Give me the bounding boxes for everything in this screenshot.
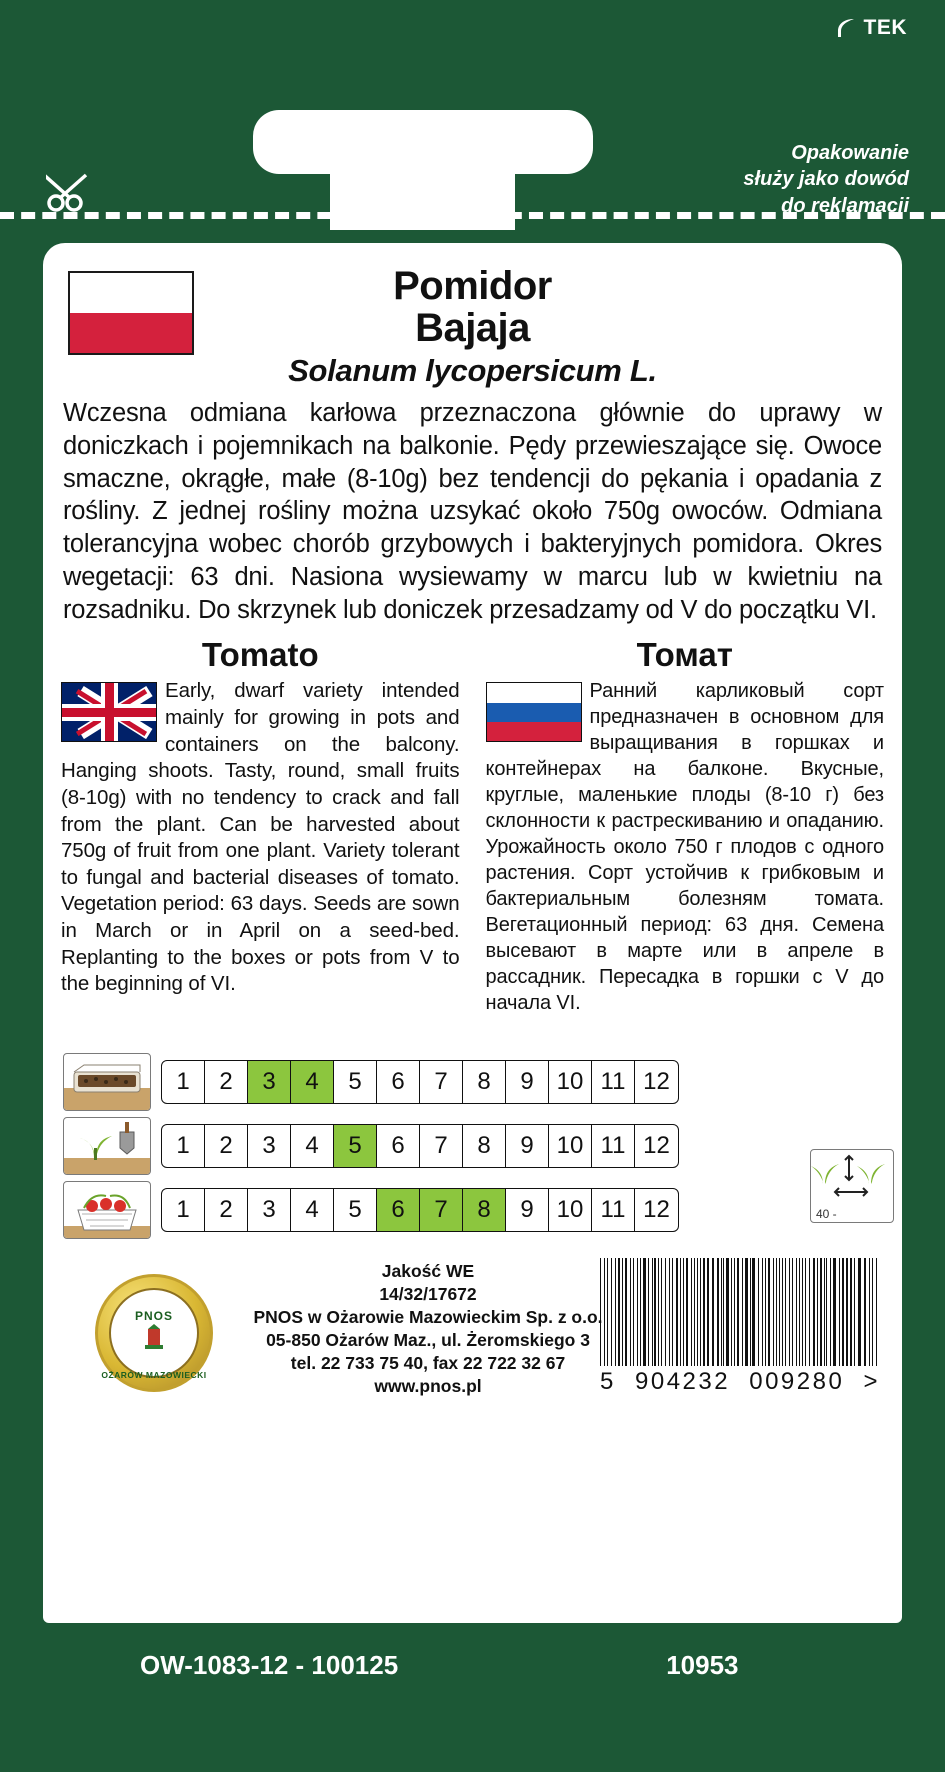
description-ru: Ранний карликовый сорт предназначен в основном для выращивания в горшках и контейнерах на балконе. Вкусные, круглые, маленькие плоды (8-10 г) без склонности к растрескиванию и опаданию. Урожайность около 750 г плодов с одного растения. Сорт устойчив к грибковым и бактериальным болезням томата. Вегетационный период: 63 дня. Семена высевают в марте или в апреле в рассадник. Пересадка в горшки с V до начала VI. bbox=[485, 680, 884, 1015]
month-cell: 12 bbox=[643, 1132, 670, 1159]
month-cell: 12 bbox=[643, 1068, 670, 1095]
seed-tray-icon bbox=[63, 1053, 151, 1111]
scissors-icon bbox=[46, 172, 104, 217]
month-cell: 10 bbox=[549, 1125, 592, 1167]
months-planting bbox=[161, 1124, 679, 1168]
description-en: Early, dwarf variety intended mainly for growing in pots and containers on the balcony. Hanging shoots. Tasty, round, small fruits (8-10g) with no tendency to crack and fall from the plant. Can be harvested about 750g of fruit from one plant. Variety tolerant to fungal and bacterial diseases of tomato. Vegetation period: 63 days. Seeds are sown in March or in April on a seed-bed. Replanting to the boxes or pots from V to the beginning of VI. bbox=[61, 679, 460, 996]
lot-number: 14/32/17672 bbox=[379, 1284, 477, 1305]
month-cell: 11 bbox=[592, 1125, 635, 1167]
hang-hole-tab bbox=[253, 110, 593, 174]
poland-flag-icon bbox=[68, 271, 194, 355]
barcode-digit-0: 5 bbox=[600, 1368, 616, 1395]
perforation-line bbox=[0, 212, 945, 219]
barcode bbox=[600, 1258, 880, 1396]
footer bbox=[43, 1248, 902, 1438]
bottom-codes bbox=[0, 1650, 945, 1681]
seal-center-text: PNOS bbox=[134, 1309, 173, 1323]
brand-logo bbox=[833, 16, 908, 40]
heading-english: Tomato bbox=[201, 636, 319, 674]
month-cell: 7 bbox=[420, 1125, 463, 1167]
column-english bbox=[61, 636, 460, 1016]
month-cell: 8 bbox=[463, 1061, 506, 1103]
month-cell: 9 bbox=[506, 1125, 549, 1167]
month-cell: 9 bbox=[506, 1061, 549, 1103]
latin-name: Solanum lycopersicum L. bbox=[288, 353, 657, 388]
month-cell: 10 bbox=[549, 1189, 592, 1231]
company-address bbox=[228, 1260, 628, 1399]
translations bbox=[43, 636, 902, 1016]
month-cell: 9 bbox=[506, 1189, 549, 1231]
months-harvest bbox=[161, 1188, 679, 1232]
plant-spacing-icon bbox=[810, 1149, 894, 1223]
phone-line: tel. 22 733 75 40, fax 22 722 32 67 bbox=[290, 1353, 566, 1374]
complaint-line-3: do reklamacji bbox=[781, 194, 909, 217]
barcode-digits bbox=[600, 1368, 880, 1396]
month-cell: 1 bbox=[162, 1189, 205, 1231]
month-cell: 11 bbox=[592, 1189, 635, 1231]
barcode-bars bbox=[600, 1258, 880, 1366]
month-cell: 11 bbox=[592, 1061, 635, 1103]
month-cell: 1 bbox=[162, 1061, 205, 1103]
uk-flag-icon bbox=[61, 682, 157, 742]
month-cell: 3 bbox=[248, 1061, 291, 1103]
complaint-line-1: Opakowanie bbox=[791, 142, 909, 164]
month-cell: 6 bbox=[377, 1125, 420, 1167]
month-cell: 3 bbox=[248, 1189, 291, 1231]
address-line: 05-850 Ożarów Maz., ul. Żeromskiego 3 bbox=[266, 1330, 590, 1351]
brand-name: TEK bbox=[863, 16, 907, 39]
barcode-digit-1: 904232 bbox=[635, 1368, 731, 1395]
month-cell: 8 bbox=[463, 1189, 506, 1231]
harvest-basket-icon bbox=[63, 1181, 151, 1239]
seedling-transplant-icon bbox=[63, 1117, 151, 1175]
month-cell: 3 bbox=[248, 1125, 291, 1167]
month-cell: 5 bbox=[334, 1189, 377, 1231]
month-cell: 2 bbox=[205, 1125, 248, 1167]
seal-emblem-icon bbox=[137, 1323, 171, 1357]
website: www.pnos.pl bbox=[374, 1376, 482, 1397]
calendar-row-planting bbox=[43, 1117, 902, 1175]
complaint-note bbox=[743, 140, 909, 219]
code-right: 10953 bbox=[666, 1650, 739, 1680]
months-sowing bbox=[161, 1060, 679, 1104]
heading-russian: Томат bbox=[636, 636, 733, 674]
pnos-seal-icon bbox=[95, 1274, 213, 1392]
month-cell: 2 bbox=[205, 1189, 248, 1231]
month-cell: 7 bbox=[420, 1189, 463, 1231]
column-russian bbox=[486, 636, 885, 1016]
quality-label: Jakość WE bbox=[381, 1261, 475, 1281]
page-title: Pomidor bbox=[393, 264, 552, 308]
variety-name: Bajaja bbox=[415, 306, 530, 350]
month-cell: 6 bbox=[377, 1061, 420, 1103]
month-cell: 6 bbox=[377, 1189, 420, 1231]
seal-arc-text: OŻARÓW MAZOWIECKI bbox=[101, 1370, 207, 1380]
calendar-row-harvest bbox=[43, 1181, 902, 1239]
month-cell: 5 bbox=[334, 1061, 377, 1103]
spacing-label: 40 - bbox=[816, 1207, 837, 1221]
month-cell: 4 bbox=[291, 1125, 334, 1167]
code-left: OW-1083-12 - 100125 bbox=[140, 1650, 399, 1680]
sowing-calendar bbox=[43, 1053, 902, 1245]
month-cell: 1 bbox=[162, 1125, 205, 1167]
info-card bbox=[43, 243, 902, 1623]
month-cell: 4 bbox=[291, 1061, 334, 1103]
month-cell: 12 bbox=[643, 1196, 670, 1223]
month-cell: 7 bbox=[420, 1061, 463, 1103]
month-cell: 10 bbox=[549, 1061, 592, 1103]
calendar-row-sowing bbox=[43, 1053, 902, 1111]
barcode-digit-2: 009280 bbox=[749, 1368, 845, 1395]
description-pl: Wczesna odmiana karłowa przeznaczona głównie do uprawy w doniczkach i pojemnikach na balkonie. Pędy przewieszające się. Owoce smaczne, okrągłe, małe (8-10g) bez tendencji do pękania i opadania z rośliny. Z jednej rośliny można uzsykać około 750g owoców. Odmiana tolerancyjna wobec chorób grzybowych i bakteryjnych pomidora. Okres wegetacji: 63 dni. Nasiona wysiewamy w marcu lub w kwietniu na rozsadniku. Do skrzynek lub doniczek przesadzamy od V do początku VI. bbox=[63, 399, 882, 624]
month-cell: 5 bbox=[334, 1125, 377, 1167]
month-cell: 4 bbox=[291, 1189, 334, 1231]
barcode-digit-3: > bbox=[863, 1368, 880, 1395]
month-cell: 8 bbox=[463, 1125, 506, 1167]
complaint-line-2: służy jako dowód bbox=[743, 168, 909, 191]
company-name: PNOS w Ożarowie Mazowieckim Sp. z o.o. bbox=[253, 1307, 603, 1328]
russia-flag-icon bbox=[486, 682, 582, 742]
leaf-icon bbox=[833, 16, 857, 40]
month-cell: 2 bbox=[205, 1061, 248, 1103]
